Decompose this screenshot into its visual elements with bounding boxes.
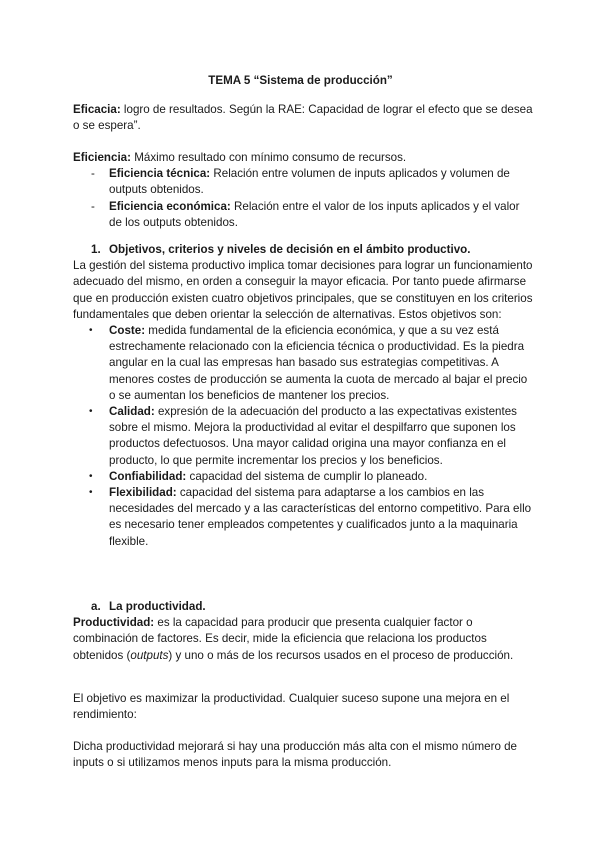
list-item — [73, 199, 533, 231]
list-item — [73, 323, 533, 404]
section-heading-text: La productividad. — [109, 600, 206, 613]
list-item-term: Confiabilidad: — [109, 469, 187, 483]
list-item-term: Flexibilidad: — [109, 486, 177, 500]
list-item-text: medida fundamental de la eficiencia económica, y que a su vez está estrechamente relacionado con la eficiencia técnica o productividad. Es la piedra angular en la cual las empresas han basado sus estrategias competitivas. A menores costes de producción se aumenta la cuota de mercado al bajar el precio o se aumentan los beneficios de mantener los precios. — [109, 324, 528, 402]
list-item-term: Eficiencia económica: — [109, 199, 231, 213]
section-a-heading — [73, 599, 533, 615]
section-heading-text: Objetivos, criterios y niveles de decisión en el ámbito productivo. — [109, 243, 471, 256]
definition-text: ) y uno o más de los recursos usados en el proceso de producción. — [168, 648, 514, 662]
list-item-text: Relación entre volumen de inputs aplicados y volumen de outputs obtenidos. — [109, 167, 510, 197]
objectives-list — [73, 323, 533, 550]
list-item-text: capacidad del sistema para adaptarse a los cambios en las necesidades del mercado y a las características del entorno competitivo. Para ello es necesario tener empleados competentes y cualificados junto a la maquinaria flexible. — [109, 486, 532, 548]
list-item-term: Calidad: — [109, 405, 155, 419]
section-1-heading — [73, 242, 533, 258]
productividad-definition — [73, 615, 533, 664]
section-number: 1. — [91, 243, 101, 256]
list-item-text: capacidad del sistema de cumplir lo planeado. — [186, 469, 428, 483]
page-title: TEMA 5 “Sistema de producción” — [208, 74, 393, 87]
definition-italic: outputs — [130, 648, 169, 662]
section-a — [73, 599, 533, 664]
eficiencia-term: Eficiencia: — [73, 151, 131, 164]
eficacia-term: Eficacia: — [73, 103, 121, 116]
list-item-term: Coste: — [109, 324, 146, 338]
eficiencia-block — [73, 150, 533, 231]
eficacia-definition — [73, 102, 533, 134]
productividad-term: Productividad: — [73, 616, 155, 630]
paragraph-objetivo: El objetivo es maximizar la productividad. Cualquier suceso supone una mejora en el rendimiento: — [73, 692, 510, 722]
list-item — [73, 485, 533, 550]
list-item — [73, 166, 533, 198]
eficiencia-list — [73, 166, 533, 231]
eficiencia-definition — [73, 150, 533, 166]
list-item — [73, 404, 533, 469]
list-item-text: Relación entre el valor de los inputs aplicados y el valor de los outputs obtenidos. — [109, 199, 520, 229]
list-item-text: expresión de la adecuación del producto a las expectativas existentes sobre el mismo. Mejora la productividad al evitar el despilfarro que suponen los productos defectuosos. Una mayor calidad origina una mayor confianza en el producto, lo que permite incrementar los precios y los beneficios. — [109, 405, 517, 467]
section-1-intro: La gestión del sistema productivo implica tomar decisiones para lograr un funcionamiento adecuado del mismo, en orden a conseguir la mayor eficacia. Por tanto puede afirmarse que en producción existen cuatro objetivos principales, que se constituyen en los criterios fundamentales que deben orientar la selección de alternativas. Estos objetivos son: — [73, 259, 533, 321]
definition-text: es la capacidad para producir que presenta cualquier factor o combinación de factores. Es decir, mide la eficiencia que relaciona los productos obtenidos ( — [73, 616, 487, 662]
section-number: a. — [91, 600, 101, 613]
eficiencia-text: Máximo resultado con mínimo consumo de recursos. — [131, 151, 407, 164]
paragraph-mejora: Dicha productividad mejorará si hay una producción más alta con el mismo número de inputs o si utilizamos menos inputs para la misma producción. — [73, 740, 518, 770]
list-item — [73, 469, 533, 485]
eficacia-text: logro de resultados. Según la RAE: Capacidad de lograr el efecto que se desea o se espera”. — [73, 103, 533, 133]
list-item-term: Eficiencia técnica: — [109, 167, 211, 181]
section-1 — [73, 242, 533, 550]
